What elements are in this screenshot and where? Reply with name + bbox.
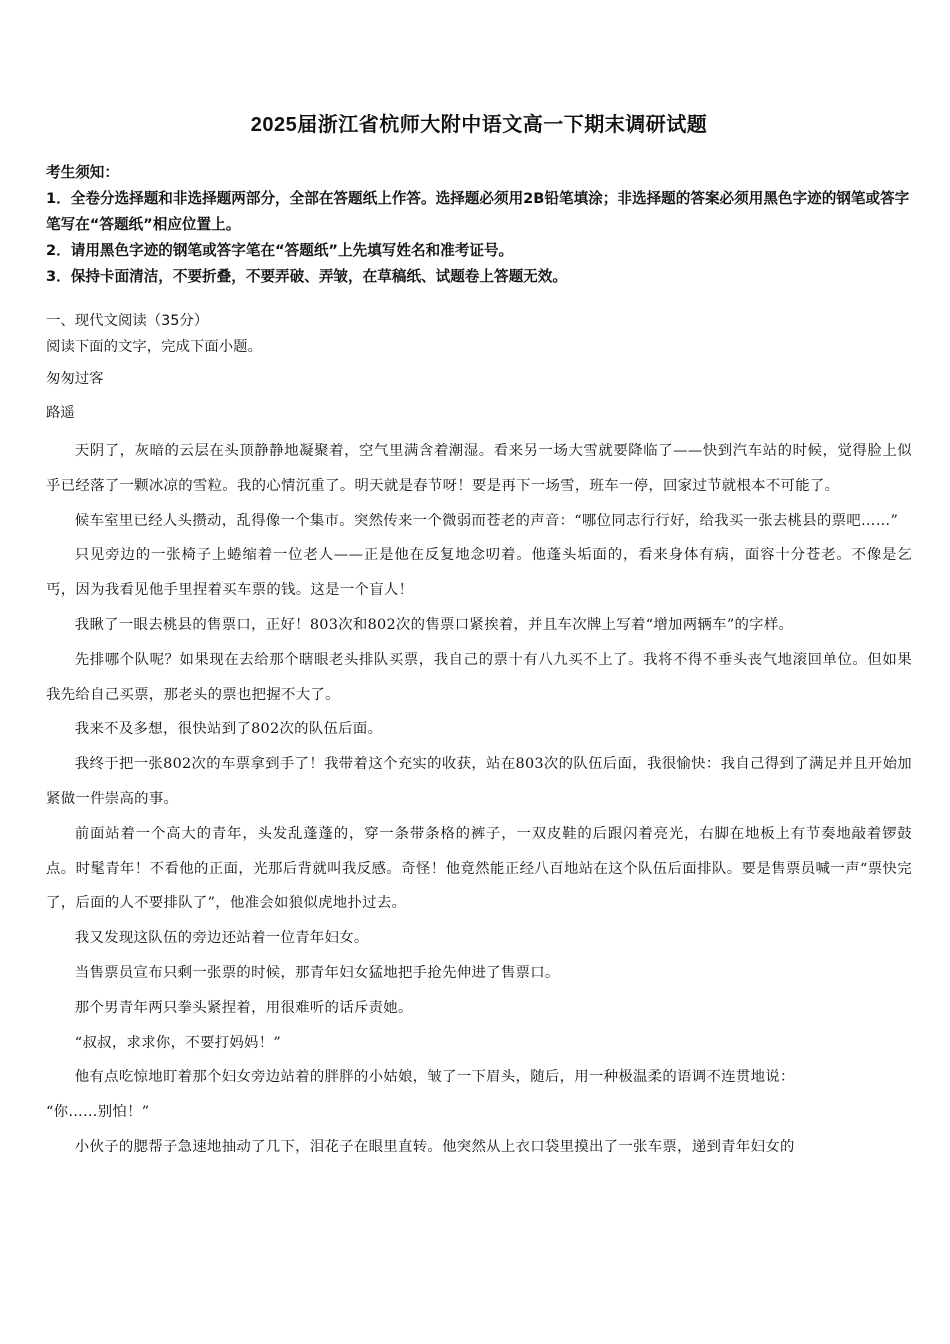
article-paragraph: 小伙子的腮帮子急速地抽动了几下，泪花子在眼里直转。他突然从上衣口袋里摸出了一张车票，递到青年妇女的 <box>74 1138 795 1155</box>
article-paragraph: “你……别怕！” <box>46 1104 150 1121</box>
spacer <box>46 290 912 308</box>
article-paragraph: “叔叔，求求你，不要打妈妈！” <box>74 1034 282 1051</box>
article-paragraph: 我来不及多想，很快站到了802次的队伍后面。 <box>74 721 383 738</box>
article-paragraph: 只见旁边的一张椅子上蜷缩着一位老人——正是他在反复地念叨着。他蓬头垢面的，看来身体有病，面容十分苍老。不像是乞丐，因为我看见他手里捏着买车票的钱。这是一个盲人！ <box>46 547 912 599</box>
article-body <box>46 434 912 1165</box>
section-instruction: 阅读下面的文字，完成下面小题。 <box>46 339 262 355</box>
article-paragraph: 候车室里已经人头攒动，乱得像一个集市。突然传来一个微弱而苍老的声音：“哪位同志行行好，给我买一张去桃县的票吧……” <box>74 512 899 529</box>
notice-item: 2．请用黑色字迹的钢笔或答字笔在“答题纸”上先填写姓名和准考证号。 <box>46 242 514 259</box>
article-paragraph: 我瞅了一眼去桃县的售票口，正好！803次和802次的售票口紧挨着，并且车次牌上写着“增加两辆车”的字样。 <box>74 616 794 633</box>
article-paragraph: 我又发现这队伍的旁边还站着一位青年妇女。 <box>74 930 369 947</box>
notice-item: 3．保持卡面清洁，不要折叠，不要弄破、弄皱，在草稿纸、试题卷上答题无效。 <box>46 268 567 285</box>
article-paragraph: 我终于把一张802次的车票拿到手了！我带着这个充实的收获，站在803次的队伍后面，我很愉快：我自己得到了满足并且开始加紧做一件崇高的事。 <box>46 756 912 807</box>
article-paragraph: 前面站着一个高大的青年，头发乱蓬蓬的，穿一条带条格的裤子，一双皮鞋的后跟闪着亮光，右脚在地板上有节奏地敲着锣鼓点。时髦青年！不看他的正面，光那后背就叫我反感。奇怪！他竟然能正经八百地站在这个队伍后面排队。要是售票员喊一声“票快完了，后面的人不要排队了”，他准会如狼似虎地扑过去。 <box>46 825 912 912</box>
notice-heading: 考生须知： <box>46 164 119 181</box>
candidate-notice <box>46 160 912 290</box>
document-title: 2025届浙江省杭师大附中语文高一下期末调研试题 <box>250 114 708 136</box>
article-paragraph: 那个男青年两只拳头紧捏着，用很难听的话斥责她。 <box>74 999 413 1016</box>
article-paragraph: 他有点吃惊地盯着那个妇女旁边站着的胖胖的小姑娘，皱了一下眉头，随后，用一种极温柔的语调不连贯地说： <box>74 1069 795 1086</box>
article-paragraph: 天阴了，灰暗的云层在头顶静静地凝聚着，空气里满含着潮湿。看来另一场大雪就要降临了——快到汽车站的时候，觉得脸上似乎已经落了一颗冰凉的雪粒。我的心情沉重了。明天就是春节呀！要是再下一场雪，班车一停，回家过节就根本不可能了。 <box>46 443 912 494</box>
section-heading: 一、现代文阅读（35分） <box>46 313 209 329</box>
article-paragraph: 当售票员宣布只剩一张票的时候，那青年妇女猛地把手抢先伸进了售票口。 <box>74 964 560 981</box>
article-paragraph: 先排哪个队呢？如果现在去给那个瞎眼老头排队买票，我自己的票十有八九买不上了。我将不得不垂头丧气地滚回单位。但如果我先给自己买票，那老头的票也把握不大了。 <box>46 651 912 703</box>
exam-page <box>46 108 912 1165</box>
article-author: 路遥 <box>46 405 75 421</box>
notice-item: 1．全卷分选择题和非选择题两部分，全部在答题纸上作答。选择题必须用2B铅笔填涂；非选择题的答案必须用黑色字迹的钢笔或答字笔写在“答题纸”相应位置上。 <box>46 190 910 233</box>
article-title: 匆匆过客 <box>46 371 104 387</box>
reading-section <box>46 308 912 1165</box>
